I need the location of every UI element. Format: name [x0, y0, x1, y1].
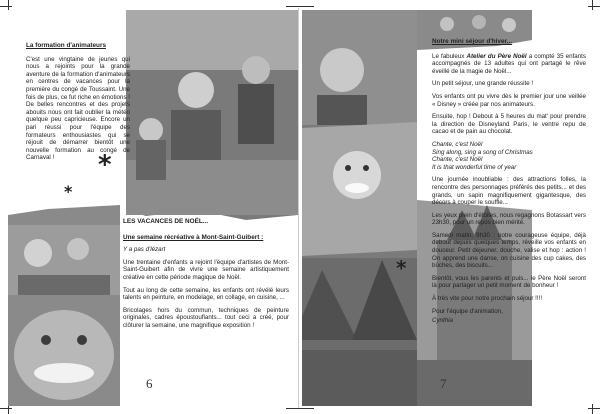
- winter-stay-heading: Notre mini séjour d'hiver...: [432, 38, 513, 45]
- crop-mark: [592, 0, 593, 10]
- song-lyrics: [432, 141, 586, 171]
- right-page: [302, 10, 592, 406]
- body-paragraph: Une journée inoubliable : des attractions folles, la rencontre des personnages préférés des petits... et des grands, un sapin magnifiquement gigantesque, des décors à couper le souffle...: [432, 176, 586, 207]
- body-paragraph: À très vite pour notre prochain séjour !!!!: [432, 295, 543, 303]
- crop-mark: [286, 408, 314, 409]
- training-text: [26, 42, 130, 167]
- winter-stay-text: [432, 38, 586, 330]
- workshop-name: Atelier du Père Noël: [466, 52, 527, 60]
- body-paragraph: Tout au long de cette semaine, les enfants ont révélé leurs talents en peinture, en modelage, en collage, en cuisine, ...: [123, 286, 289, 302]
- children-crafts-photo: [8, 205, 120, 406]
- song-line: It is that wonderful time of year: [432, 163, 517, 171]
- tagline: Y a pas d'lézart: [123, 246, 166, 254]
- crop-mark: [592, 404, 593, 414]
- body-paragraph: Les yeux plein d'étoiles, nous regagnons Botassart vers 23h30, pour un repos bien mérité.: [432, 211, 586, 227]
- star-decoration: *: [98, 150, 112, 180]
- page-number: 7: [440, 376, 447, 391]
- intro-text: Le fabuleux: [432, 52, 467, 60]
- left-page: [8, 10, 298, 406]
- sign-off: Pour l'équipe d'animation,: [432, 307, 503, 315]
- training-photo: [126, 10, 298, 225]
- section-title: LES VACANCES DE NOËL...: [123, 218, 209, 225]
- crop-mark: [588, 408, 600, 409]
- body-paragraph: Samedi matin, 9h30 : notre courageuse équipe, déjà debout depuis quelques temps, réveille vos enfants en douceur. Petit déjeuner, douche, valise et hop : action ! On apprend une danse, on cuisine des cup cakes, des bûches, des biscuits...: [432, 231, 586, 270]
- disneyland-photo-collage: [302, 10, 417, 406]
- song-line: Sing along, sing a song of Christmas: [432, 148, 533, 156]
- intro-paragraph: [432, 53, 586, 76]
- star-decoration: *: [396, 256, 407, 280]
- crop-mark: [588, 6, 600, 7]
- training-heading: La formation d'animateurs: [26, 42, 106, 49]
- week-subtitle: Une semaine récréative à Mont-Saint-Guibert :: [123, 233, 264, 241]
- body-paragraph: Bientôt, vous les parents et puis... le Père Noël seront là pour partager un petit moment de bonheur !: [432, 274, 586, 290]
- crop-mark: [8, 0, 9, 10]
- training-paragraph: C'est une vingtaine de jeunes qui nous a rejoints pour la grande aventure de la formation d'animateurs en centres de vacances pour la première du congé de Toussaint. Une fois de plus, ce fut riche en émotions ! De belles rencontres et des projets abouits nous ont fait oublier la météo quelque peu capricieuse. Encore un pari réussi pour l'équipe des formateurs enthousiastes qui se réjouit de démarrer bientôt une nouvelle formation au congé de Carnaval !: [26, 55, 130, 162]
- body-paragraph: Une trentaine d'enfants a rejoint l'équipe d'artistes de Mont-Saint-Guibert afin de vivre une semaine artistiquement créative en cette période magique de Noël.: [123, 258, 289, 281]
- song-line: Chante, c'est Noël: [432, 140, 483, 148]
- body-paragraph: Vos enfants ont pu vivre dès le premier jour une veillée « Disney » créée par nos animateurs.: [432, 92, 586, 108]
- page-number: 6: [146, 376, 153, 391]
- song-line: Chante, c'est Noël: [432, 156, 483, 164]
- body-paragraph: Ensuite, hop ! Debout à 5 heures du mat' pour prendre la direction de Disneyland Paris, le ventre repu de cacao et de pain au chocolat.: [432, 113, 586, 136]
- crop-mark: [0, 6, 12, 7]
- intro-text: a compté 35 enfants accompagnés de 13 adultes qui ont partagé le rêve éveillé de la magie de Noël...: [432, 52, 586, 75]
- crop-mark: [286, 6, 314, 7]
- crop-mark: [0, 408, 12, 409]
- body-paragraph: Bricolages hors du commun, techniques de peinture originales, cadres époustouflants... tout ceci a créé, pour clôturer la semaine, une magnifique exposition !: [123, 306, 289, 329]
- body-paragraph: Un petit séjour, une grande réussite !: [432, 80, 534, 88]
- page-fold: [298, 8, 299, 408]
- star-decoration: *: [64, 182, 73, 201]
- christmas-holidays-text: [123, 218, 289, 335]
- signature: Cynthia: [432, 317, 453, 325]
